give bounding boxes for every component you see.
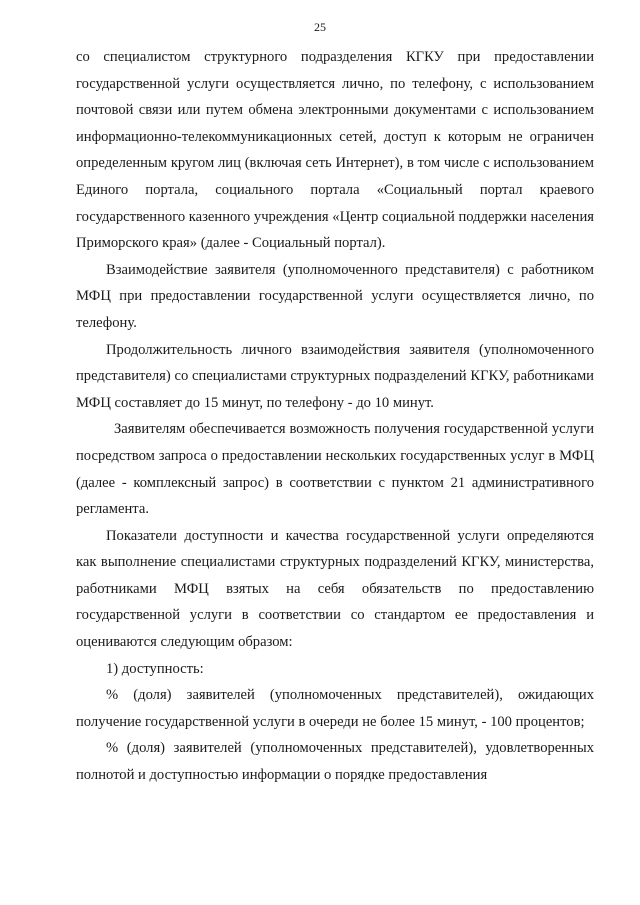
- paragraph-interaction-duration: Продолжительность личного взаимодействия заявителя (уполномоченного представителя) со специалистами структурных подразделений КГКУ, работниками МФЦ составляет до 15 минут, по телефону - до 10 минут.: [76, 341, 594, 411]
- paragraph-complex-request: Заявителям обеспечивается возможность получения государственной услуги посредством запроса о предоставлении нескольких государственных услуг в МФЦ (далее - комплексный запрос) в соответствии с пунктом 21 административного регламента.: [76, 421, 594, 518]
- document-body: [76, 44, 594, 789]
- paragraph-satisfied-share: % (доля) заявителей (уполномоченных представителей), удовлетворенных полнотой и доступностью информации о порядке предоставления: [76, 740, 594, 784]
- list-item-accessibility: 1) доступность:: [106, 660, 204, 677]
- paragraph-mfc-interaction: Взаимодействие заявителя (уполномоченного представителя) с работником МФЦ при предоставлении государственной услуги осуществляется лично, по телефону.: [76, 261, 594, 331]
- paragraph-continuation: со специалистом структурного подразделения КГКУ при предоставлении государственной услуги осуществляется лично, по телефону, с использованием почтовой связи или путем обмена электронными документами с использованием информационно-телекоммуникационных сетей, доступ к которым не ограничен определенным кругом лиц (включая сеть Интернет), в том числе с использованием Единого портала, социального портала «Социальный портал краевого государственного казенного учреждения «Центр социальной поддержки населения Приморского края» (далее - Социальный портал).: [76, 49, 594, 252]
- paragraph-quality-indicators: Показатели доступности и качества государственной услуги определяются как выполнение специалистами структурных подразделений КГКУ, министерства, работниками МФЦ взятых на себя обязательств по предоставлению государственной услуги в соответствии со стандартом ее предоставления и оцениваются следующим образом:: [76, 527, 594, 651]
- page-number: 25: [314, 20, 326, 34]
- paragraph-waiting-share: % (доля) заявителей (уполномоченных представителей), ожидающих получение государственной услуги в очереди не более 15 минут, - 100 процентов;: [76, 687, 594, 730]
